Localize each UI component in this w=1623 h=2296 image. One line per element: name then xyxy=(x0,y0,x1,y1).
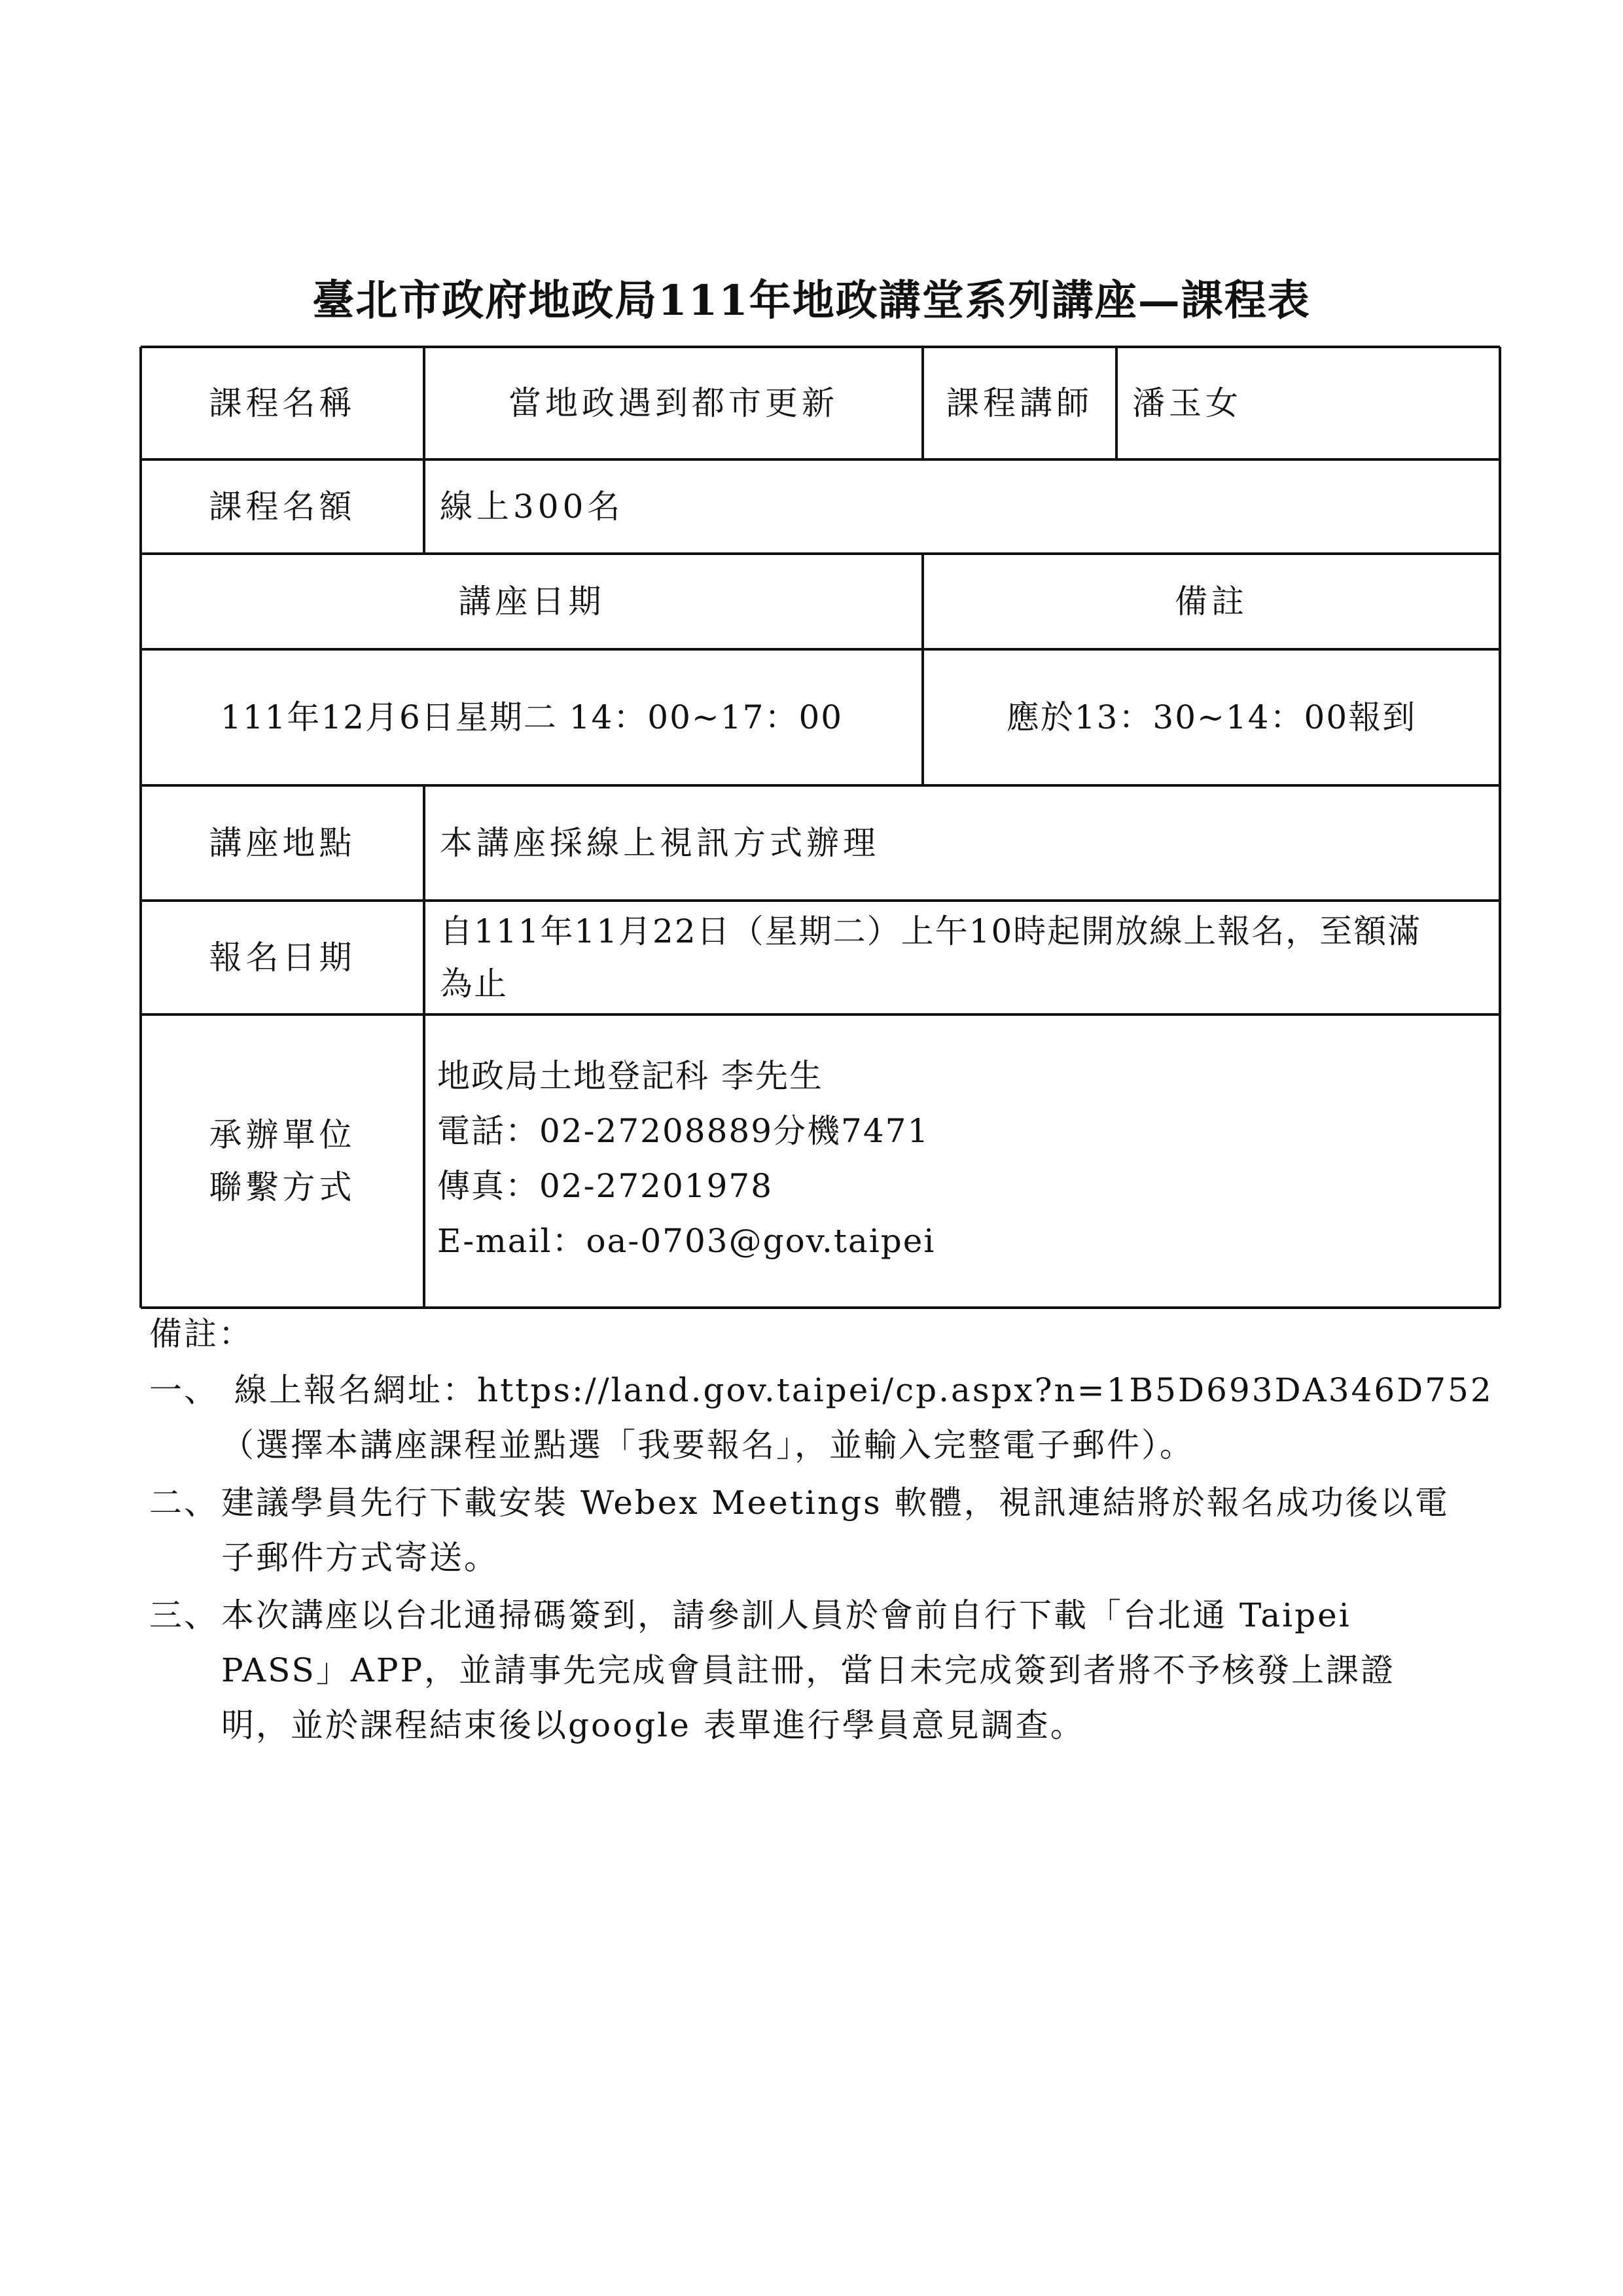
registration-label: 報名日期 xyxy=(209,939,356,977)
remark-value: 應於13：30~14：00報到 xyxy=(1006,698,1417,736)
notes-heading: 備註： xyxy=(149,1315,253,1353)
lecturer-value: 潘玉女 xyxy=(1132,384,1242,422)
note-line: 本次講座以台北通掃碼簽到，請參訓人員於會前自行下載「台北通 Taipei xyxy=(221,1596,1351,1634)
note-line: PASS」APP，並請事先完成會員註冊，當日未完成簽到者將不予核發上課證 xyxy=(221,1651,1396,1689)
lecturer-label: 課程講師 xyxy=(946,384,1093,422)
lecture-date-value: 111年12月6日星期二 14：00~17：00 xyxy=(220,698,844,736)
course-name-value: 當地政遇到都市更新 xyxy=(508,384,838,422)
contact-phone: 電話：02-27208889分機7471 xyxy=(437,1112,930,1150)
note-line: 明，並於課程結束後以google 表單進行學員意見調查。 xyxy=(221,1706,1085,1744)
organizer-label xyxy=(143,1017,421,1305)
contact-email: E-mail：oa-0703@gov.taipei xyxy=(437,1222,936,1260)
quota-value: 線上300名 xyxy=(440,488,624,526)
note-line: （選擇本講座課程並點選「我要報名」，並輸入完整電子郵件）。 xyxy=(221,1426,1194,1464)
lecture-date-header: 講座日期 xyxy=(458,583,605,620)
note-line: 建議學員先行下載安裝 Webex Meetings 軟體，視訊連結將於報名成功後以電 xyxy=(221,1484,1450,1522)
contact-unit: 地政局土地登記科 李先生 xyxy=(437,1057,823,1095)
venue-label: 講座地點 xyxy=(209,824,356,862)
organizer-label-line-1: 承辦單位 xyxy=(209,1116,356,1154)
organizer-label-line-2: 聯繫方式 xyxy=(209,1168,356,1206)
course-name-label: 課程名稱 xyxy=(209,384,356,422)
note-number: 三、 xyxy=(149,1596,219,1634)
note-number: 二、 xyxy=(149,1484,219,1522)
note-number: 一、 xyxy=(149,1371,219,1409)
registration-value xyxy=(440,903,1493,1012)
registration-line-1: 自111年11月22日（星期二）上午10時起開放線上報名，至額滿 xyxy=(440,912,1422,950)
quota-label: 課程名額 xyxy=(209,488,356,526)
registration-line-2: 為止 xyxy=(440,965,508,1003)
document-title: 臺北市政府地政局111年地政講堂系列講座—課程表 xyxy=(312,276,1311,325)
remark-header: 備註 xyxy=(1175,583,1248,620)
note-url-line: 線上報名網址：https://land.gov.taipei/cp.aspx?n=1B5D693DA346D752 xyxy=(234,1371,1493,1409)
venue-value: 本講座採線上視訊方式辦理 xyxy=(440,824,880,862)
contact-fax: 傳真：02-27201978 xyxy=(437,1167,774,1205)
note-line: 子郵件方式寄送。 xyxy=(221,1539,499,1577)
contact-info xyxy=(437,1049,1471,1268)
